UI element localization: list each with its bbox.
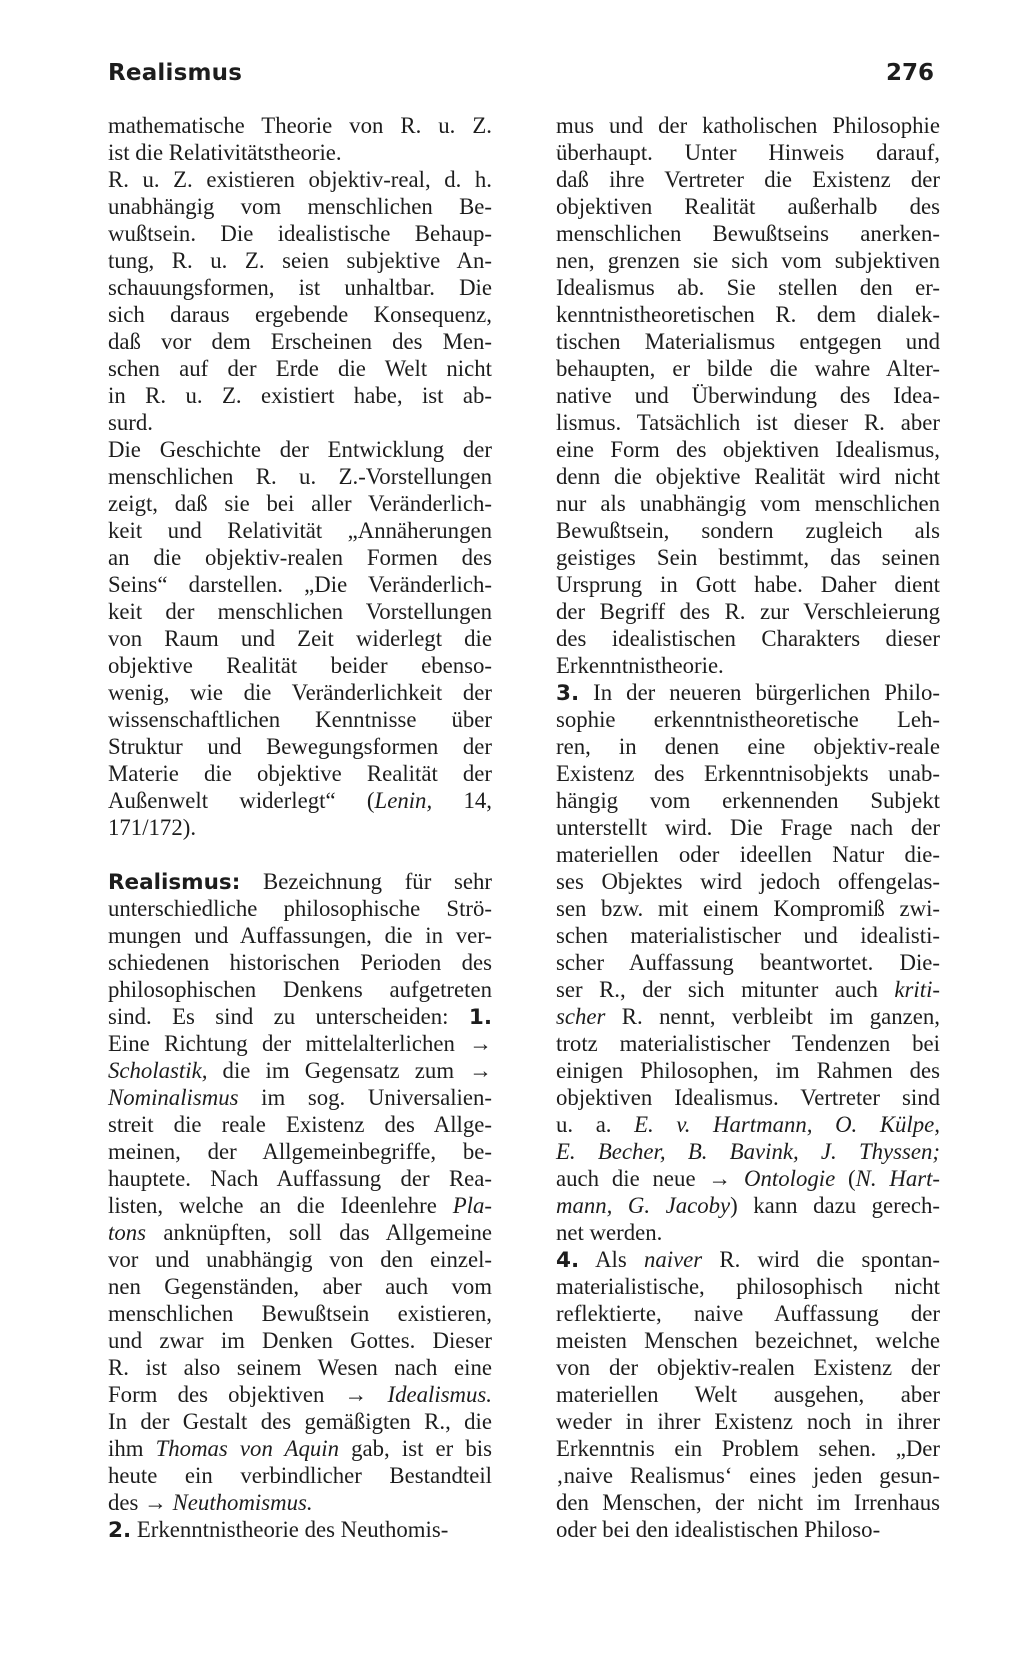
text-run: philosophischen Denkens aufgetreten — [108, 977, 492, 1002]
text-run: listen, welche an die Ideenlehre — [108, 1193, 453, 1218]
text-run: surd. — [108, 410, 153, 435]
text-line — [108, 1111, 492, 1138]
text-line — [108, 1030, 492, 1057]
text-run: nen, grenzen sie sich vom subjektiven — [556, 248, 940, 273]
text-line — [556, 679, 940, 706]
text-line — [108, 328, 492, 355]
text-run: tischen Materialismus entgegen und — [556, 329, 940, 354]
text-line — [556, 1165, 940, 1192]
text-run: keit der menschlichen Vorstellungen — [108, 599, 492, 624]
text-line — [556, 841, 940, 868]
text-line — [108, 463, 492, 490]
text-line — [556, 1408, 940, 1435]
text-run: Form des objektiven → — [108, 1382, 388, 1407]
left-text-column — [108, 112, 492, 1543]
text-line — [556, 355, 940, 382]
text-line — [556, 247, 940, 274]
text-run: materialistische, philosophisch nicht — [556, 1274, 940, 1299]
text-line — [556, 1192, 940, 1219]
text-run: heute ein verbindlicher Bestandteil — [108, 1463, 492, 1488]
running-head-title: Realismus — [108, 60, 243, 86]
text-line — [556, 787, 940, 814]
text-line — [108, 1435, 492, 1462]
text-line — [556, 112, 940, 139]
text-run: trotz materialistischer Tendenzen bei — [556, 1031, 940, 1056]
text-line — [108, 544, 492, 571]
text-line — [108, 409, 492, 436]
text-line — [556, 922, 940, 949]
text-run: objektiven Realität außerhalb des — [556, 194, 940, 219]
text-line — [108, 949, 492, 976]
italic-term: scher — [556, 1004, 606, 1029]
text-run: schiedenen historischen Perioden des — [108, 950, 492, 975]
text-line — [108, 247, 492, 274]
text-run: im sog. Universalien- — [238, 1085, 492, 1110]
text-run: unterschiedliche philosophische Strö- — [108, 896, 492, 921]
text-run: vor und unabhängig von den einzel- — [108, 1247, 492, 1272]
text-run: Erkenntnistheorie des Neuthomis- — [131, 1517, 449, 1542]
text-run: sich daraus ergebende Konsequenz, — [108, 302, 492, 327]
text-run: des idealistischen Charakters dieser — [556, 626, 940, 651]
text-run: unabhängig vom menschlichen Be- — [108, 194, 492, 219]
text-run: sind. Es sind zu unterscheiden: — [108, 1004, 469, 1029]
text-line — [108, 733, 492, 760]
text-line — [108, 1138, 492, 1165]
section-number: 2. — [108, 1518, 132, 1543]
text-line — [556, 1003, 940, 1030]
text-run: ses Objektes wird jedoch offengelas- — [556, 869, 940, 894]
text-run: den Menschen, der nicht im Irrenhaus — [556, 1490, 940, 1515]
text-run: zeigt, daß sie bei aller Veränderlich- — [108, 491, 492, 516]
text-line — [556, 328, 940, 355]
text-line — [556, 1516, 940, 1543]
text-line — [556, 1435, 940, 1462]
right-text-column — [556, 112, 940, 1543]
text-run: In der Gestalt des gemäßigten R., die — [108, 1409, 492, 1434]
text-line — [108, 922, 492, 949]
text-line — [108, 490, 492, 517]
text-line — [108, 1273, 492, 1300]
text-run: daß vor dem Erscheinen des Men- — [108, 329, 492, 354]
text-run: schen auf der Erde die Welt nicht — [108, 356, 492, 381]
text-run: Materie die objektive Realität der — [108, 761, 492, 786]
text-run: 14, — [432, 788, 492, 813]
text-run: in R. u. Z. existiert habe, ist ab- — [108, 383, 492, 408]
text-run: tung, R. u. Z. seien subjektive An- — [108, 248, 492, 273]
text-run: Bezeichnung für sehr — [240, 869, 492, 894]
text-line — [556, 301, 940, 328]
text-run: menschlichen R. u. Z.-Vorstellungen — [108, 464, 492, 489]
text-line — [556, 1219, 940, 1246]
text-run: meisten Menschen bezeichnet, welche — [556, 1328, 940, 1353]
text-run: wenig, wie die Veränderlichkeit der — [108, 680, 492, 705]
text-line — [556, 571, 940, 598]
italic-term: naiver — [643, 1247, 703, 1272]
text-run: wissenschaftlichen Kenntnisse über — [108, 707, 492, 732]
text-line — [108, 517, 492, 544]
text-line — [108, 139, 492, 166]
text-line — [556, 193, 940, 220]
text-run: R. wird die spontan- — [702, 1247, 940, 1272]
text-run: oder bei den idealistischen Philoso- — [556, 1517, 881, 1542]
text-line — [108, 652, 492, 679]
text-run: weder in ihrer Existenz noch in ihrer — [556, 1409, 940, 1434]
text-line — [108, 220, 492, 247]
italic-term: tons — [108, 1220, 147, 1245]
text-line — [108, 679, 492, 706]
text-line — [108, 1057, 492, 1084]
text-run: nur als unabhängig vom menschlichen — [556, 491, 940, 516]
text-line — [556, 1462, 940, 1489]
text-line — [556, 625, 940, 652]
text-line — [108, 1462, 492, 1489]
italic-term: Pla- — [452, 1193, 492, 1218]
text-line — [556, 517, 940, 544]
text-line — [556, 274, 940, 301]
text-run: objektiven Idealismus. Vertreter sind — [556, 1085, 940, 1110]
text-run: Erkenntnis ein Problem sehen. „Der — [556, 1436, 940, 1461]
text-line — [108, 1354, 492, 1381]
text-run: ) kann dazu gerech- — [730, 1193, 940, 1218]
text-line — [556, 382, 940, 409]
text-line — [556, 652, 940, 679]
text-line — [108, 1084, 492, 1111]
text-run: sophie erkenntnistheoretische Leh- — [556, 707, 940, 732]
text-line — [556, 409, 940, 436]
italic-term: N. Hart- — [855, 1166, 941, 1191]
text-run: In der neueren bürgerlichen Philo- — [579, 680, 940, 705]
text-run: R. nennt, verbleibt im ganzen, — [605, 1004, 940, 1029]
text-line — [556, 976, 940, 1003]
text-run: einigen Philosophen, im Rahmen des — [556, 1058, 940, 1083]
text-run: ser R., der sich mitunter auch — [556, 977, 895, 1002]
text-run: von Raum und Zeit widerlegt die — [108, 626, 492, 651]
italic-term: Ontologie — [744, 1166, 836, 1191]
text-line — [556, 598, 940, 625]
text-run: geistiges Sein bestimmt, das seinen — [556, 545, 940, 570]
text-run: die im Gegensatz zum → — [207, 1058, 492, 1083]
italic-term: Scholastik, — [108, 1058, 208, 1083]
text-line — [108, 895, 492, 922]
text-run: ( — [835, 1166, 856, 1191]
text-line — [556, 1057, 940, 1084]
text-run: gab, ist er bis — [339, 1436, 492, 1461]
text-run: schauungsformen, ist unhaltbar. Die — [108, 275, 492, 300]
text-run: behaupten, er bilde die wahre Alter- — [556, 356, 940, 381]
text-line — [108, 1192, 492, 1219]
section-number: 4. — [556, 1248, 580, 1273]
text-line — [556, 544, 940, 571]
text-run: hauptete. Nach Auffassung der Rea- — [108, 1166, 492, 1191]
text-line — [108, 1246, 492, 1273]
text-line — [556, 1138, 940, 1165]
text-run: ‚naive Realismus‘ eines jeden gesun- — [556, 1463, 940, 1488]
text-run: Bewußtsein, sondern zugleich als — [556, 518, 940, 543]
text-run: anknüpften, soll das Allgemeine — [146, 1220, 492, 1245]
text-run: denn die objektive Realität wird nicht — [556, 464, 940, 489]
text-run: mathematische Theorie von R. u. Z. — [108, 113, 492, 138]
text-run: Struktur und Bewegungsformen der — [108, 734, 492, 759]
text-run: unterstellt wird. Die Frage nach der — [556, 815, 940, 840]
text-line — [556, 814, 940, 841]
italic-term: Idealismus. — [387, 1382, 492, 1407]
text-line — [556, 1030, 940, 1057]
text-run: R. ist also seinem Wesen nach eine — [108, 1355, 492, 1380]
text-run: daß ihre Vertreter die Existenz der — [556, 167, 940, 192]
italic-term: Neuthomismus. — [172, 1490, 313, 1515]
text-run: Die Geschichte der Entwicklung der — [108, 437, 492, 462]
text-run: Existenz des Erkenntnisobjekts unab- — [556, 761, 940, 786]
text-line — [108, 1165, 492, 1192]
text-run: nen Gegenständen, aber auch vom — [108, 1274, 492, 1299]
section-number: 1. — [468, 1005, 492, 1030]
text-run: Erkenntnistheorie. — [556, 653, 724, 678]
text-run: streit die reale Existenz des Allge- — [108, 1112, 492, 1137]
text-run: menschlichen Bewußtsein existieren, — [108, 1301, 492, 1326]
text-line — [108, 301, 492, 328]
text-run: scher Auffassung beantwortet. Die- — [556, 950, 940, 975]
text-run: u. a. — [556, 1112, 635, 1137]
text-run: schen materialistischer und idealisti- — [556, 923, 940, 948]
text-line — [108, 706, 492, 733]
text-run: Eine Richtung der mittelalterlichen → — [108, 1031, 492, 1056]
text-line — [556, 1273, 940, 1300]
section-number: 3. — [556, 681, 580, 706]
text-run: an die objektiv-realen Formen des — [108, 545, 492, 570]
text-line — [108, 382, 492, 409]
text-run: menschlichen Bewußtseins anerken- — [556, 221, 940, 246]
text-run: Außenwelt widerlegt“ ( — [108, 788, 375, 813]
text-line — [108, 814, 492, 841]
text-run: native und Überwindung des Idea- — [556, 383, 940, 408]
text-run: reflektierte, naive Auffassung der — [556, 1301, 940, 1326]
text-line — [556, 949, 940, 976]
text-line — [556, 1381, 940, 1408]
text-line — [556, 139, 940, 166]
text-run: kenntnistheoretischen R. dem dialek- — [556, 302, 940, 327]
text-line — [556, 895, 940, 922]
text-line — [556, 1489, 940, 1516]
text-line — [108, 787, 492, 814]
text-run: hängig vom erkennenden Subjekt — [556, 788, 940, 813]
text-line — [556, 463, 940, 490]
text-run: auch die neue → — [556, 1166, 745, 1191]
text-line — [108, 1300, 492, 1327]
text-line — [108, 1489, 492, 1516]
text-run: meinen, der Allgemeinbegriffe, be- — [108, 1139, 492, 1164]
text-run: sen bzw. mit einem Kompromiß zwi- — [556, 896, 940, 921]
text-run: lismus. Tatsächlich ist dieser R. aber — [556, 410, 940, 435]
italic-term: mann, G. Jacoby — [556, 1193, 731, 1218]
text-run: und zwar im Denken Gottes. Dieser — [108, 1328, 492, 1353]
page-number: 276 — [885, 60, 934, 86]
text-line — [556, 706, 940, 733]
text-run: Idealismus ab. Sie stellen den er- — [556, 275, 940, 300]
text-line — [108, 868, 492, 895]
text-line — [556, 490, 940, 517]
text-line — [556, 1354, 940, 1381]
italic-term: Thomas von Aquin — [155, 1436, 340, 1461]
text-line — [556, 868, 940, 895]
text-run: Ursprung in Gott habe. Daher dient — [556, 572, 940, 597]
text-run: ren, in denen eine objektiv-reale — [556, 734, 940, 759]
text-run: Seins“ darstellen. „Die Veränderlich- — [108, 572, 492, 597]
text-run: keit und Relativität „Annäherungen — [108, 518, 492, 543]
text-run: materiellen oder ideellen Natur die- — [556, 842, 940, 867]
text-run: mungen und Auffassungen, die in ver- — [108, 923, 492, 948]
text-run: ist die Relativitätstheorie. — [108, 140, 342, 165]
text-line — [556, 1300, 940, 1327]
text-line — [108, 1408, 492, 1435]
text-line — [108, 571, 492, 598]
text-line — [556, 1084, 940, 1111]
text-run: objektive Realität beider ebenso- — [108, 653, 492, 678]
text-line — [108, 1381, 492, 1408]
text-line — [556, 1246, 940, 1273]
text-run: mus und der katholischen Philosophie — [556, 113, 940, 138]
text-line — [556, 1111, 940, 1138]
text-run: materiellen Welt ausgehen, aber — [556, 1382, 940, 1407]
text-run: net werden. — [556, 1220, 663, 1245]
text-line — [556, 760, 940, 787]
text-run: 171/172). — [108, 815, 197, 840]
text-line — [108, 112, 492, 139]
text-line — [108, 760, 492, 787]
text-line — [108, 598, 492, 625]
text-run: der Begriff des R. zur Verschleierung — [556, 599, 940, 624]
text-run: eine Form des objektiven Idealismus, — [556, 437, 940, 462]
text-line — [108, 436, 492, 463]
italic-term: kriti- — [894, 977, 940, 1002]
text-run: wußtsein. Die idealistische Behaup- — [108, 221, 492, 246]
text-run: R. u. Z. existieren objektiv-real, d. h. — [108, 167, 492, 192]
text-line — [108, 976, 492, 1003]
italic-term: E. Becher, B. Bavink, J. Thyssen; — [556, 1139, 940, 1164]
paragraph-gap — [108, 841, 492, 868]
text-run: Als — [579, 1247, 644, 1272]
entry-headword: Realismus: — [108, 870, 241, 895]
italic-term: E. v. Hartmann, O. Külpe, — [634, 1112, 940, 1137]
text-line — [556, 220, 940, 247]
text-line — [108, 1219, 492, 1246]
text-line — [556, 436, 940, 463]
italic-term: Lenin, — [374, 788, 433, 813]
text-line — [556, 733, 940, 760]
text-line — [108, 1327, 492, 1354]
text-run: ihm — [108, 1436, 156, 1461]
text-run: von der objektiv-realen Existenz der — [556, 1355, 940, 1380]
text-line — [556, 1327, 940, 1354]
text-run: des → — [108, 1490, 173, 1515]
text-line — [108, 355, 492, 382]
italic-term: Nominalismus — [108, 1085, 239, 1110]
text-line — [108, 625, 492, 652]
text-line — [556, 166, 940, 193]
text-run: überhaupt. Unter Hinweis darauf, — [556, 140, 940, 165]
text-line — [108, 274, 492, 301]
text-line — [108, 1003, 492, 1030]
text-line — [108, 193, 492, 220]
text-line — [108, 166, 492, 193]
text-line — [108, 1516, 492, 1543]
